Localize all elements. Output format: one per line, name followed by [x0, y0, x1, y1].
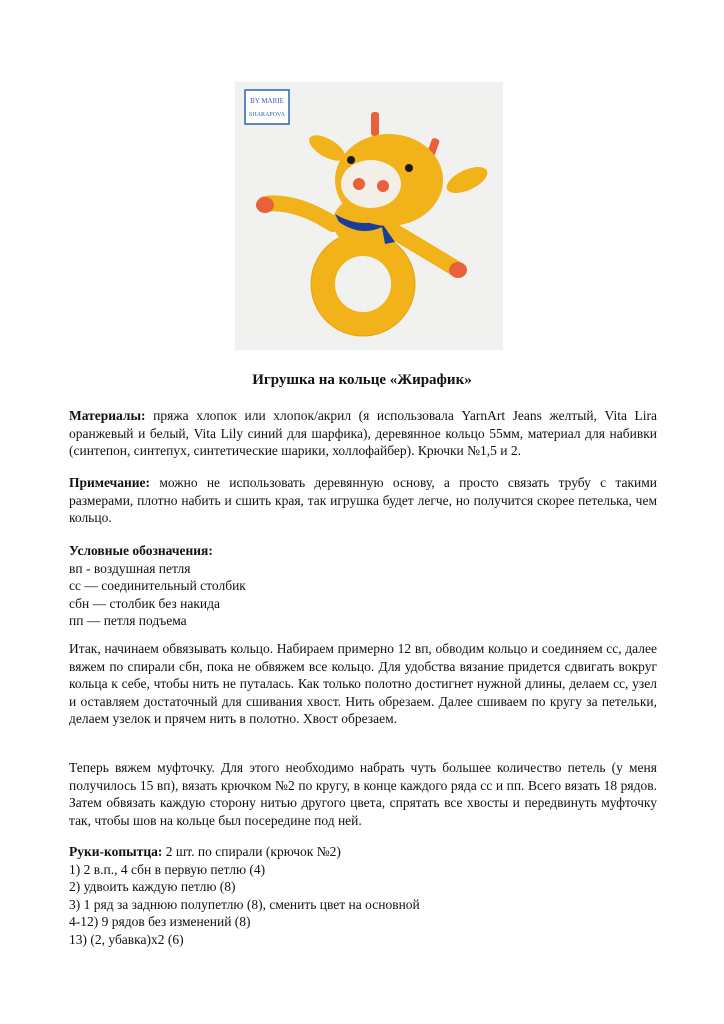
instructions-paragraph-ring: Итак, начинаем обвязывать кольцо. Набираем примерно 12 вп, обводим кольцо и соединяем сс, далее вяжем по спирали сбн, пока не обвяжем все кольцо. Для удобства вязание придется сдвигать вокруг кольца к себе, чтобы нить не путалась. Как только полотно достигнет нужной длины, делаем сс, узел и оставляем достаточный для сшивания хвост. Нить обрезаем. Далее сшиваем по кругу за петельки, делаем узелок и прячем нить в полотно. Хвост обрезаем. — [69, 641, 657, 726]
legend-section — [69, 542, 657, 630]
note-text: можно не использовать деревянную основу, а просто связать трубу с такими размерами, плотно набить и сшить края, так игрушка будет легче, но получится скорее петелька, чем кольцо. — [69, 475, 658, 525]
legend-item: сбн — столбик без накида — [69, 595, 220, 611]
right-nostril — [377, 180, 389, 192]
arms-row: 4-12) 9 рядов без изменений (8) — [69, 914, 251, 929]
watermark-line1: BY MARIE — [250, 97, 284, 105]
left-horn — [371, 112, 379, 136]
watermark-stamp — [245, 90, 289, 124]
note-label: Примечание: — [69, 475, 151, 490]
legend-item: вп - воздушная петля — [69, 560, 191, 576]
materials-paragraph — [69, 407, 657, 460]
legend-item: сс — соединительный столбик — [69, 578, 246, 593]
arms-section — [69, 843, 657, 948]
instructions-paragraph-muff: Теперь вяжем муфточку. Для этого необходимо набрать чуть большее количество петель (у меня получилось 15 вп), вязать крючком №2 по кругу, в конце каждого ряда сс и пп. Всего вязать 18 рядов. Затем обвязать каждую сторону нитью другого цвета, спрятать все хвосты и передвинуть муфточку так, чтобы шов на кольце был посередине под ней. — [69, 760, 657, 828]
watermark-line2: SHARAPOVA — [249, 112, 285, 118]
left-hoof — [256, 197, 274, 213]
arms-row: 1) 2 в.п., 4 сбн в первую петлю (4) — [69, 861, 266, 877]
muzzle — [341, 160, 401, 208]
left-eye — [347, 156, 355, 164]
giraffe-photo — [235, 82, 503, 350]
right-eye — [405, 164, 413, 172]
arms-label: Руки-копытца: — [69, 844, 163, 859]
arms-row: 13) (2, убавка)х2 (6) — [69, 931, 184, 947]
left-nostril — [353, 178, 365, 190]
right-hoof — [449, 262, 467, 278]
materials-label: Материалы: — [69, 408, 146, 423]
note-paragraph — [69, 474, 657, 527]
legend-item: пп — петля подъема — [69, 613, 187, 628]
legend-heading: Условные обозначения: — [69, 543, 213, 558]
materials-text: пряжа хлопок или хлопок/акрил (я использовала YarnArt Jeans желтый, Vita Lira оранжевый и белый, Vita Lily синий для шарфика), деревянное кольцо 55мм, материал для набивки (синтепон, синтепух, синтетические шарики, холлофайбер). Крючки №1,5 и 2. — [69, 408, 657, 458]
arms-row: 2) удвоить каждую петлю (8) — [69, 879, 236, 894]
giraffe-toy-illustration — [235, 82, 503, 350]
arms-text: 2 шт. по спирали (крючок №2) — [165, 844, 341, 859]
page-title: Игрушка на кольце «Жирафик» — [252, 372, 472, 388]
arms-row: 3) 1 ряд за заднюю полупетлю (8), сменить цвет на основной — [69, 896, 420, 912]
